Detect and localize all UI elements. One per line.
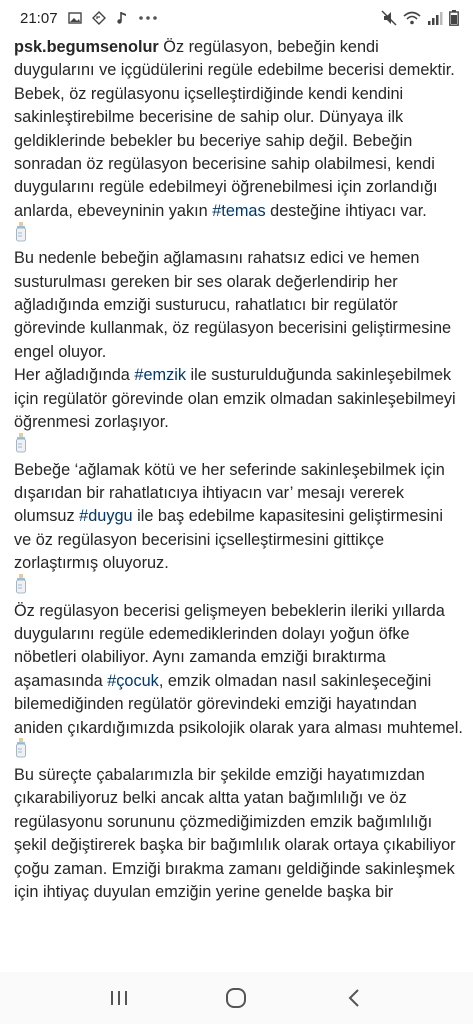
hashtag-temas[interactable]: #temas	[212, 201, 266, 220]
paragraph-4-text-b: ile baş edebilme kapasitesini geliştirmesini ve öz regülasyon becerisini içselleştirmesini gittikçe zorlaştırmış oluyoruz.	[14, 507, 443, 573]
music-note-icon	[116, 11, 128, 25]
status-bar	[0, 0, 473, 36]
hashtag-emzik[interactable]: #emzik	[134, 366, 186, 385]
paragraph-5-text-b: , emzik olmadan nasıl sakinleşeceğini bilemediğinden regülatör görevindeki emziği hayatından aniden çıkardığımızda psikolojik olarak yara alması muhtemel.	[14, 671, 463, 737]
status-time: 21:07	[20, 9, 58, 27]
separator-line	[14, 740, 463, 764]
paragraph-1-text-b: desteğine ihtiyacı var.	[265, 201, 427, 220]
separator-line	[14, 576, 463, 600]
paragraph-1	[14, 36, 463, 223]
paragraph-1-text-a: Öz regülasyon, bebeğin kendi duygularını ve içgüdülerini regüle edebilme becerisi demektir. Bebek, öz regülasyonu içselleştirdiğinde kendi kendini sakinleştirebilme becerisine de sahip olur. Dünyaya ilk geldiklerinde bebekler bu beceriye sahip değil. Bebeğin sonradan öz regülasyon becerisine sahip olabilmesi, kendi duygularını regüle edebilmeyi öğrenebilmesi için zorlandığı anlarda, ebeveyninin yakın	[14, 38, 455, 220]
baby-bottle-icon	[14, 738, 28, 765]
signal-icon	[427, 11, 443, 25]
status-right	[381, 10, 459, 26]
separator-line	[14, 223, 463, 247]
baby-bottle-icon	[14, 222, 28, 249]
navigation-bar	[0, 972, 473, 1024]
username-link[interactable]: psk.begumsenolur	[14, 38, 159, 56]
gallery-icon	[68, 11, 82, 25]
wifi-icon	[403, 11, 421, 25]
baby-bottle-icon	[14, 574, 28, 601]
home-icon[interactable]	[216, 978, 256, 1018]
post-caption	[14, 36, 463, 972]
more-dots-icon	[138, 15, 158, 21]
paragraph-5	[14, 600, 463, 740]
recent-apps-icon[interactable]	[99, 978, 139, 1018]
status-left	[20, 10, 158, 27]
paragraph-4	[14, 459, 463, 576]
navigation-icon	[92, 11, 106, 25]
back-icon[interactable]	[334, 978, 374, 1018]
mute-icon	[381, 10, 397, 26]
paragraph-6: Bu süreçte çabalarımızla bir şekilde emziği hayatımızdan çıkarabiliyoruz belki ancak altta yatan bağımlılığı ve öz regülasyonu sorununu çözmediğimizden emzik bağımlılığı şekil değiştirerek başka bir bağımlılık olarak ortaya çıkabiliyor çoğu zaman. Emziği bırakma zamanı geldiğinde sakinleşmek için ihtiyaç duyulan emziğin yerine genelde başka bir	[14, 765, 456, 901]
paragraph-3-text-b: ile susturulduğunda sakinleşebilmek için regülatör görevinde olan emzik olmadan sakinleşebilmeyi öğrenmesi zorlaşıyor.	[14, 366, 456, 432]
hashtag-duygu[interactable]: #duygu	[79, 507, 133, 526]
paragraph-4-text-a: Bebeğe ‘ağlamak kötü ve her seferinde sakinleşebilmek için dışarıdan bir rahatlatıcıya ihtiyacın var’ mesajı vererek olumsuz	[14, 460, 445, 526]
battery-icon	[449, 10, 459, 26]
baby-bottle-icon	[14, 433, 28, 460]
separator-line	[14, 435, 463, 459]
paragraph-3-text-a: Her ağladığında	[14, 366, 135, 385]
hashtag-cocuk[interactable]: #çocuk	[107, 671, 159, 690]
paragraph-5-text-a: Öz regülasyon becerisi gelişmeyen bebeklerin ileriki yıllarda duygularını regüle edemediklerinden dolayı yoğun öfke nöbetleri olabiliyor. Aynı zamanda emziği bıraktırma aşamasında	[14, 601, 445, 690]
paragraph-3	[14, 364, 463, 434]
paragraph-2: Bu nedenle bebeğin ağlamasını rahatsız edici ve hemen susturulması gereken bir ses olarak değerlendirip her ağladığında emziği susturucu, rahatlatıcı bir regülatör görevinde kullanmak, öz regülasyon becerisini geliştirmesine engel oluyor.	[14, 249, 452, 361]
